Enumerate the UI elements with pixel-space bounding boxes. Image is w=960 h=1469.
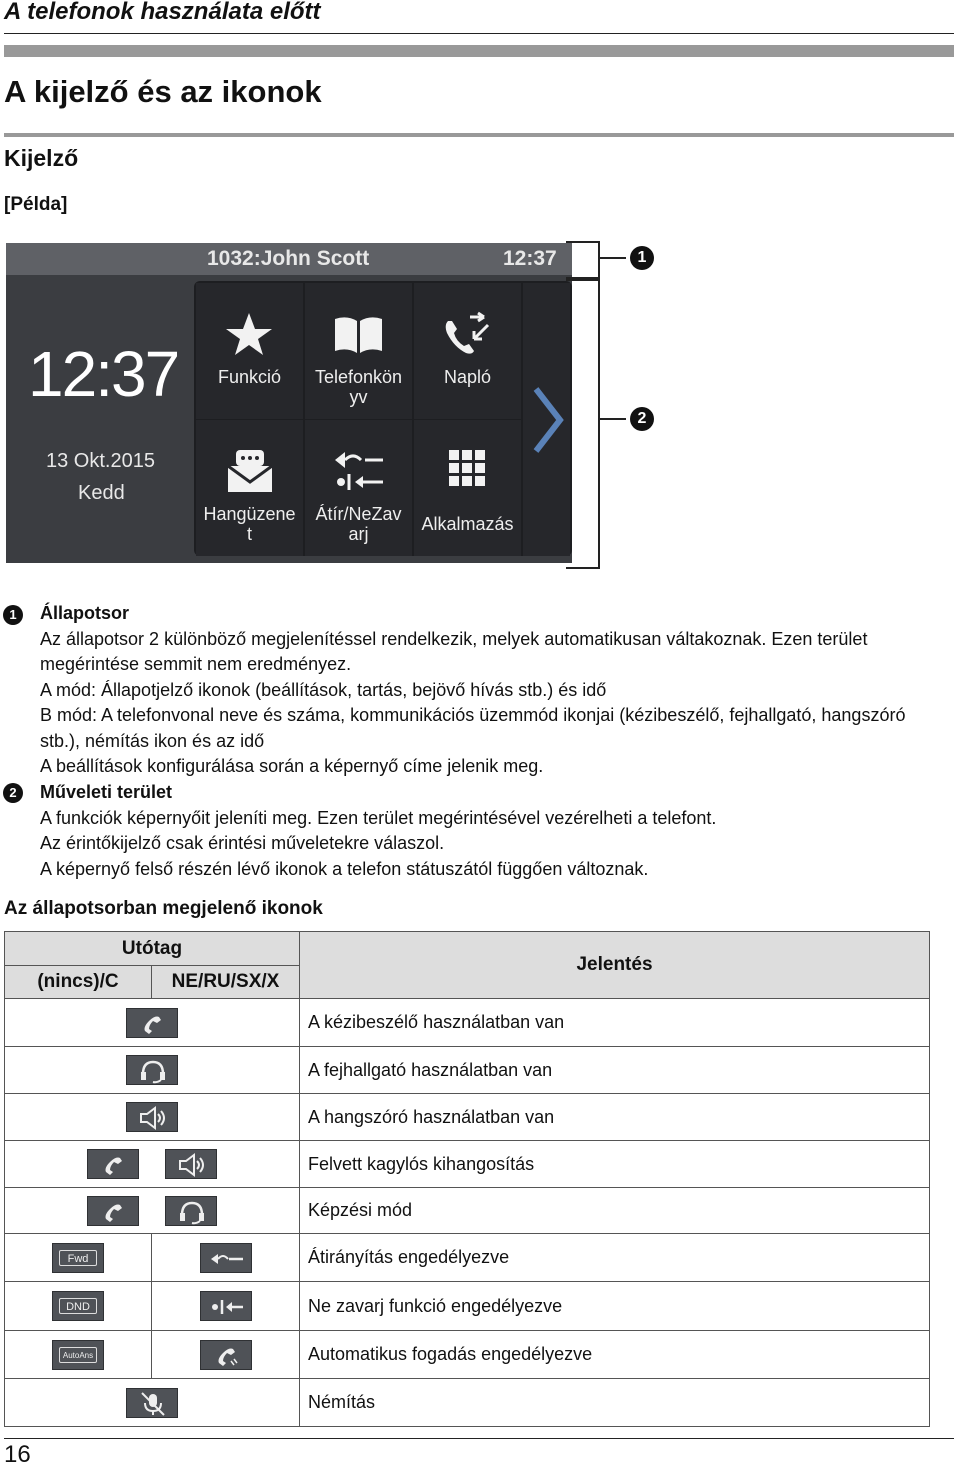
forward-dnd-icon bbox=[305, 448, 412, 494]
desc-line: Az érintőkijelző csak érintési műveletekre válaszol. bbox=[40, 833, 445, 853]
dnd-icon bbox=[200, 1291, 252, 1321]
menu-label: Funkció bbox=[217, 367, 282, 387]
desc-line: megérintése semmit nem eredményez. bbox=[40, 654, 352, 674]
callout-1: 1 bbox=[630, 246, 654, 270]
operation-area bbox=[194, 281, 572, 556]
row-meaning: Ne zavarj funkció engedélyezve bbox=[300, 1282, 930, 1331]
title-underline bbox=[4, 133, 954, 137]
menu-label-cont: t bbox=[246, 524, 252, 544]
header-col2: NE/RU/SX/X bbox=[152, 966, 300, 999]
menu-item-apps[interactable] bbox=[414, 420, 521, 556]
bracket-status-bar bbox=[566, 241, 600, 279]
auto-answer-badge-icon: AutoAns bbox=[52, 1340, 104, 1370]
row-meaning: Némítás bbox=[300, 1379, 930, 1427]
header-suffix: Utótag bbox=[5, 932, 300, 966]
clock: 12:37 bbox=[28, 338, 179, 410]
table-row bbox=[5, 1188, 930, 1234]
header-col1: (nincs)/C bbox=[5, 966, 152, 999]
headset-icon bbox=[126, 1055, 178, 1085]
table-row bbox=[5, 1282, 930, 1331]
chevron-right-icon[interactable] bbox=[530, 385, 566, 455]
footer-rule bbox=[4, 1438, 954, 1439]
voicemail-icon bbox=[196, 448, 303, 494]
star-icon bbox=[196, 311, 303, 357]
table-row bbox=[5, 999, 930, 1047]
speaker-icon bbox=[165, 1149, 217, 1179]
bracket-operation-area bbox=[566, 279, 600, 569]
mute-icon bbox=[126, 1388, 178, 1418]
desc-line: B mód: A telefonvonal neve és száma, kommunikációs üzemmód ikonjai (kézibeszélő, fejhallgató, hangszóró bbox=[40, 705, 906, 725]
row-meaning: A kézibeszélő használatban van bbox=[300, 999, 930, 1047]
status-time: 12:37 bbox=[503, 247, 557, 270]
description-operation-area bbox=[40, 780, 716, 882]
weekday: Kedd bbox=[78, 482, 125, 504]
status-icons-table bbox=[4, 931, 930, 1427]
menu-label: Telefonkön bbox=[314, 367, 403, 387]
menu-item-forward-dnd[interactable] bbox=[305, 420, 412, 556]
description-status-bar bbox=[40, 601, 905, 780]
menu-item-call-log[interactable] bbox=[414, 283, 521, 419]
dnd-badge-icon: DND bbox=[52, 1291, 104, 1321]
page-number: 16 bbox=[4, 1441, 31, 1468]
desc-line: A beállítások konfigurálása során a képernyő címe jelenik meg. bbox=[40, 756, 544, 776]
desc-line: A funkciók képernyőit jeleníti meg. Ezen terület megérintésével vezérelheti a telefont. bbox=[40, 807, 717, 828]
desc-line: A képernyő felső részén lévő ikonok a telefon státuszától függően változnak. bbox=[40, 858, 649, 879]
row-meaning: Automatikus fogadás engedélyezve bbox=[300, 1331, 930, 1379]
item-title: Műveleti terület bbox=[40, 782, 173, 802]
title-bar-rule bbox=[4, 45, 954, 57]
callout-line bbox=[600, 257, 626, 259]
menu-item-phonebook[interactable] bbox=[305, 283, 412, 419]
menu-label: Alkalmazás bbox=[421, 514, 514, 534]
desc-line: Az állapotsor 2 különböző megjelenítéssel rendelkezik, melyek automatikusan váltakoznak. Ezen terület bbox=[40, 628, 868, 649]
handset-icon bbox=[126, 1008, 178, 1038]
speaker-icon bbox=[126, 1102, 178, 1132]
table-row bbox=[5, 1047, 930, 1094]
example-label: [Példa] bbox=[4, 194, 68, 215]
page-title: A kijelző és az ikonok bbox=[4, 74, 322, 109]
menu-label-cont: arj bbox=[348, 524, 369, 544]
subsection-title: Kijelző bbox=[4, 145, 79, 171]
handset-icon bbox=[87, 1149, 139, 1179]
row-meaning: Felvett kagylós kihangosítás bbox=[300, 1141, 930, 1188]
callout-2: 2 bbox=[630, 407, 654, 431]
call-log-icon bbox=[414, 311, 521, 357]
status-line-name: 1032:John Scott bbox=[207, 247, 370, 270]
table-row bbox=[5, 1094, 930, 1141]
section-header: A telefonok használata előtt bbox=[4, 0, 321, 25]
book-icon bbox=[305, 311, 412, 357]
row-meaning: Képzési mód bbox=[300, 1188, 930, 1234]
menu-item-function[interactable] bbox=[196, 283, 303, 419]
desc-line: stb.), némítás ikon és az idő bbox=[40, 730, 265, 751]
row-meaning: A hangszóró használatban van bbox=[300, 1094, 930, 1141]
table-row bbox=[5, 1379, 930, 1427]
table-row bbox=[5, 1141, 930, 1188]
forward-icon bbox=[200, 1243, 252, 1273]
menu-item-voicemail[interactable] bbox=[196, 420, 303, 556]
header-rule bbox=[4, 33, 954, 34]
apps-grid-icon bbox=[414, 448, 521, 494]
headset-icon bbox=[165, 1196, 217, 1226]
callout-2-marker: 2 bbox=[3, 783, 23, 803]
row-meaning: Átirányítás engedélyezve bbox=[300, 1234, 930, 1282]
desc-line: A mód: Állapotjelző ikonok (beállítások, tartás, bejövő hívás stb.) és idő bbox=[40, 679, 607, 700]
table-row bbox=[5, 1331, 930, 1379]
date: 13 Okt.2015 bbox=[46, 450, 155, 472]
table-title: Az állapotsorban megjelenő ikonok bbox=[4, 898, 323, 919]
header-meaning: Jelentés bbox=[300, 932, 930, 999]
item-title: Állapotsor bbox=[40, 603, 130, 623]
auto-answer-icon bbox=[200, 1340, 252, 1370]
forward-badge-icon: Fwd bbox=[52, 1243, 104, 1273]
callout-1-marker: 1 bbox=[3, 605, 23, 625]
handset-icon bbox=[87, 1196, 139, 1226]
menu-label: Átír/NeZav bbox=[315, 504, 402, 524]
row-meaning: A fejhallgató használatban van bbox=[300, 1047, 930, 1094]
table-row bbox=[5, 1234, 930, 1282]
menu-label-cont: yv bbox=[349, 387, 368, 407]
menu-label: Napló bbox=[443, 367, 492, 387]
callout-line bbox=[600, 418, 626, 420]
menu-label: Hangüzene bbox=[203, 504, 296, 524]
